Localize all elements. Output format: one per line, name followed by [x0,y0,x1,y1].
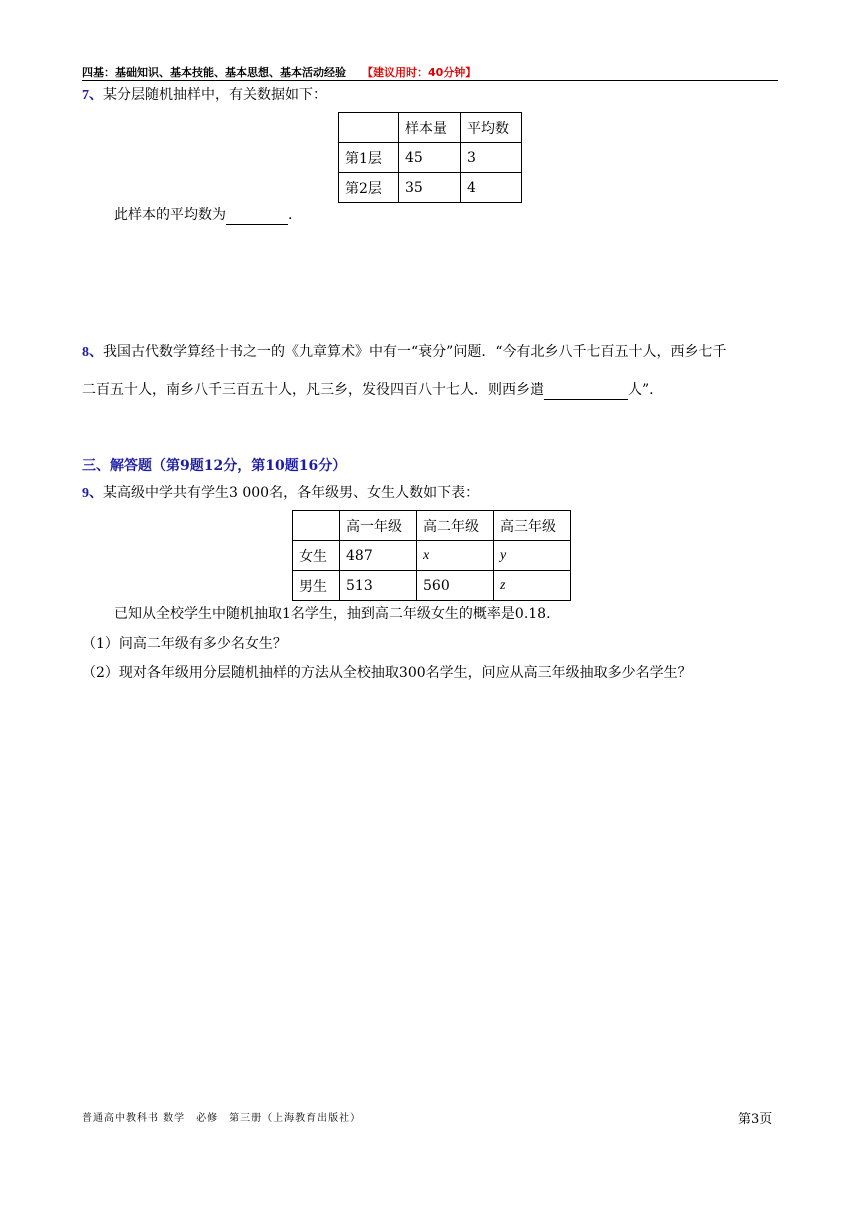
table-cell: 513 [340,571,417,601]
table-cell: 高二年级 [417,511,494,541]
question-7-text: 某分层随机抽样中，有关数据如下： [103,87,327,103]
table-cell: 女生 [293,541,340,571]
header-divider [82,80,778,81]
q9-subquestion-2: （2）现对各年级用分层随机抽样的方法从全校抽取300名学生，问应从高三年级抽取多少名学生？ [82,665,692,681]
question-7 [82,85,327,106]
table-cell: z [494,571,571,601]
q8-answer-blank[interactable] [544,399,628,400]
q9-table [292,510,571,601]
table-cell: 4 [461,173,522,203]
table-cell: 487 [340,541,417,571]
table-cell: 第1层 [339,143,399,173]
table-cell: 3 [461,143,522,173]
table-cell: 35 [399,173,461,203]
question-9-number: 9、 [82,486,103,501]
table-cell: 平均数 [461,113,522,143]
q7-answer-prefix: 此样本的平均数为 [114,207,226,223]
table-cell [339,113,399,143]
table-cell: 第2层 [339,173,399,203]
table-cell: 560 [417,571,494,601]
question-9-text: 某高级中学共有学生3 000名，各年级男、女生人数如下表： [103,485,480,501]
q9-given: 已知从全校学生中随机抽取1名学生，抽到高二年级女生的概率是0.18. [114,606,551,622]
table-cell: 高三年级 [494,511,571,541]
q7-answer-suffix: . [288,207,293,223]
table-cell: 样本量 [399,113,461,143]
q7-answer-line [114,205,292,225]
page-number: 第3页 [738,1112,773,1127]
q9-subquestion-1: （1）问高二年级有多少名女生？ [82,636,287,652]
table-cell: 男生 [293,571,340,601]
table-row [339,173,522,203]
table-cell: y [494,541,571,571]
table-cell: x [417,541,494,571]
table-row [293,541,571,571]
question-8-number: 8、 [82,345,103,360]
table-cell: 高一年级 [340,511,417,541]
q7-table [338,112,522,203]
footer-book-title: 普通高中教科书 数学 必修 第三册（上海教育出版社） [82,1113,362,1124]
table-row [339,113,522,143]
question-8-line-1 [82,342,726,363]
question-8-text-3: 人”. [628,382,654,398]
table-row [293,571,571,601]
question-7-number: 7、 [82,88,103,103]
question-8-line-2 [82,380,654,400]
question-8-text-2: 二百五十人，南乡八千三百五十人，凡三乡，发役四百八十七人．则西乡遣 [82,382,544,398]
section-title: 三、解答题（第9题12分，第10题16分） [82,458,347,474]
table-cell: 45 [399,143,461,173]
table-row [293,511,571,541]
header-time-label: 【建议用时：40分钟】 [362,66,477,79]
table-cell [293,511,340,541]
table-row [339,143,522,173]
header-series-label: 四基：基础知识、基本技能、基本思想、基本活动经验 [82,66,346,79]
q7-answer-blank[interactable] [226,224,288,225]
question-8-text-1: 我国古代数学算经十书之一的《九章算术》中有一“衰分”问题．“今有北乡八千七百五十人，西乡七千 [103,344,727,360]
question-9 [82,483,479,504]
page-header [82,64,476,80]
